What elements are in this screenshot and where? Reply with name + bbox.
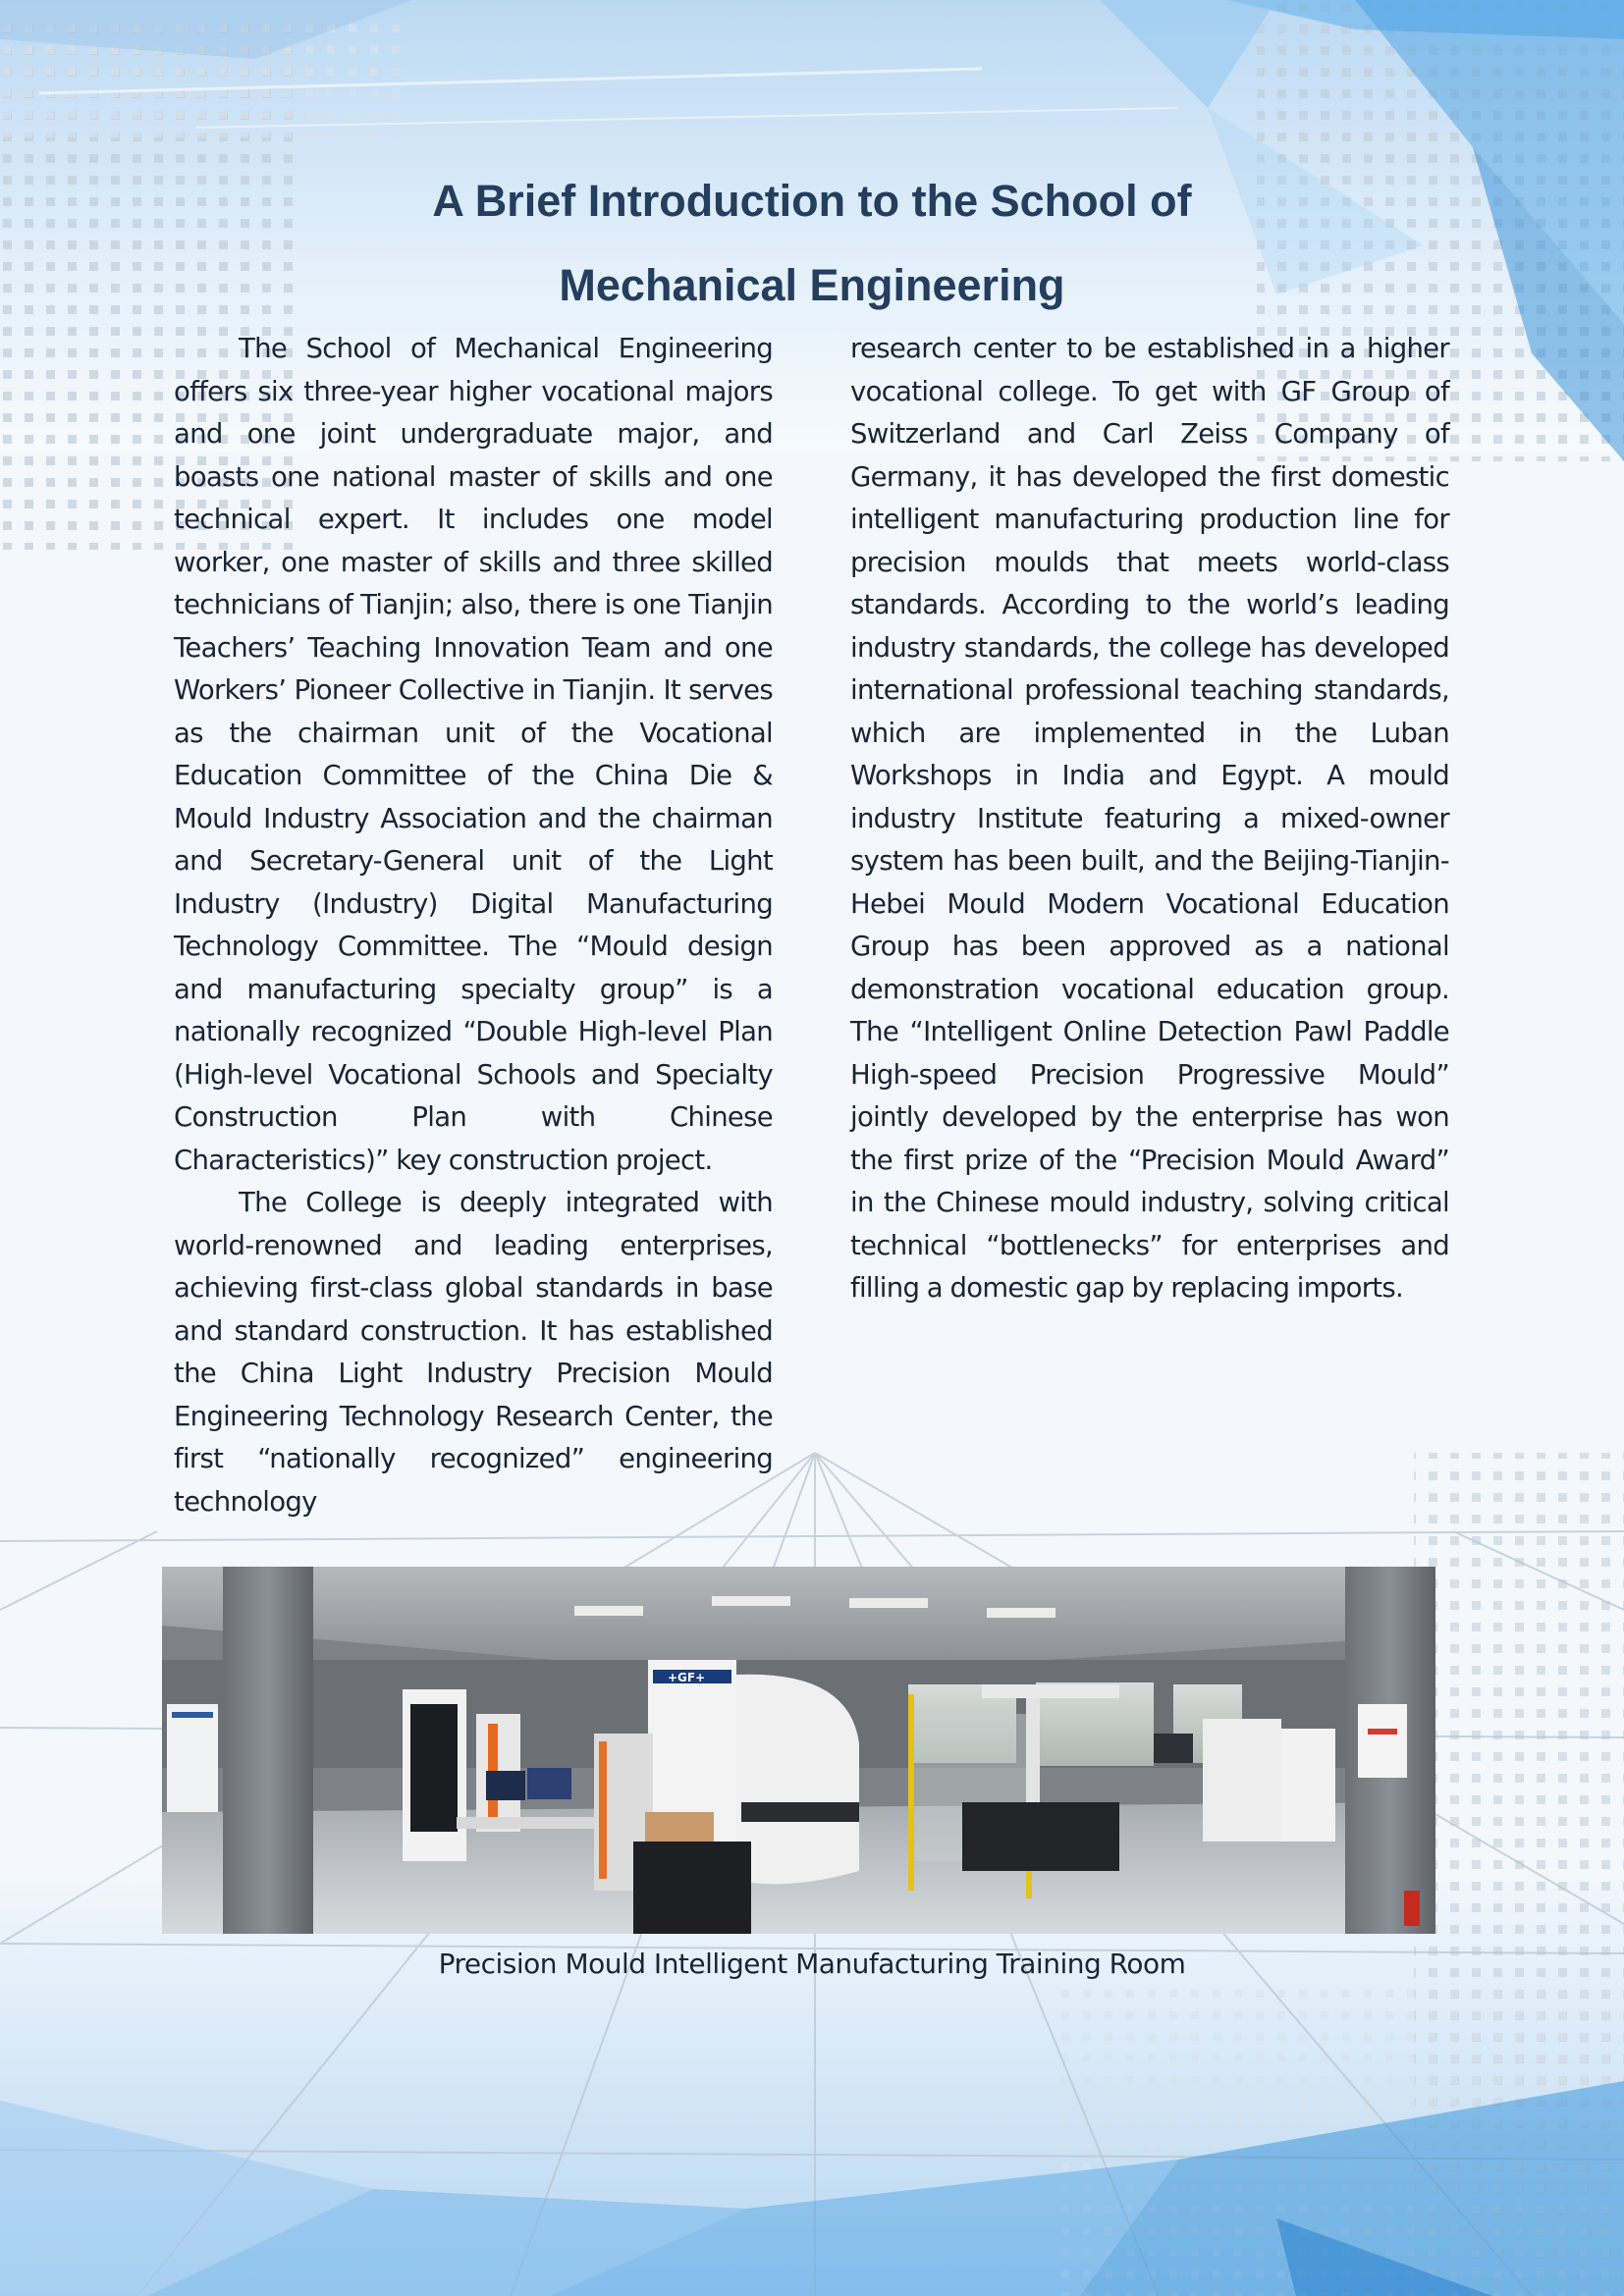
page-title-line-2: Mechanical Engineering [559, 260, 1065, 310]
right-column [850, 328, 1449, 1310]
left-column [174, 328, 773, 1523]
page-title-line-1: A Brief Introduction to the School of [432, 176, 1192, 226]
training-room-photo [162, 1567, 1435, 1934]
body-paragraph-1: The School of Mechanical Engineering offers six three-year higher vocational majors and one joint undergraduate major, and boasts one national master of skills and one technical expert. It includes one model worker, one master of skills and three skilled technicians of Tianjin; also, there is one Tianjin Teachers’ Teaching Innovation Team and one Workers’ Pioneer Collective in Tianjin. It serves as the chairman unit of the Vocational Education Committee of the China Die & Mould Industry Association and the chairman and Secretary-General unit of the Light Industry (Industry) Digital Manufacturing Technology Committee. The “Mould design and manufacturing specialty group” is a nationally recognized “Double High-level Plan (High-level Vocational Schools and Specialty Construction Plan with Chinese Characteristics)” key construction project. [174, 333, 773, 1176]
body-paragraph-3: research center to be established in a higher vocational college. To get with GF Group of Switzerland and Carl Zeiss Company of Germany, it has developed the first domestic intelligent manufacturing production line for precision moulds that meets world-class standards. According to the world’s leading industry standards, the college has developed international professional teaching standards, which are implemented in the Luban Workshops in India and Egypt. A mould industry Institute featuring a mixed-owner system has been built, and the Beijing-Tianjin-Hebei Mould Modern Vocational Education Group has been approved as a national demonstration vocational education group. The “Intelligent Online Detection Pawl Paddle High-speed Precision Progressive Mould” jointly developed by the enterprise has won the first prize of the “Precision Mould Award” in the Chinese mould industry, solving critical technical “bottlenecks” for enterprises and filling a domestic gap by replacing imports. [850, 333, 1449, 1304]
photo-caption: Precision Mould Intelligent Manufacturing Training Room [438, 1948, 1186, 1980]
gf-logo: +GF+ [668, 1671, 706, 1684]
body-paragraph-2: The College is deeply integrated with world-renowned and leading enterprises, achieving first-class global standards in base and standard construction. It has established the China Light Industry Precision Mould Engineering Technology Research Center, the first “nationally recognized” engineering technology [174, 1187, 773, 1518]
